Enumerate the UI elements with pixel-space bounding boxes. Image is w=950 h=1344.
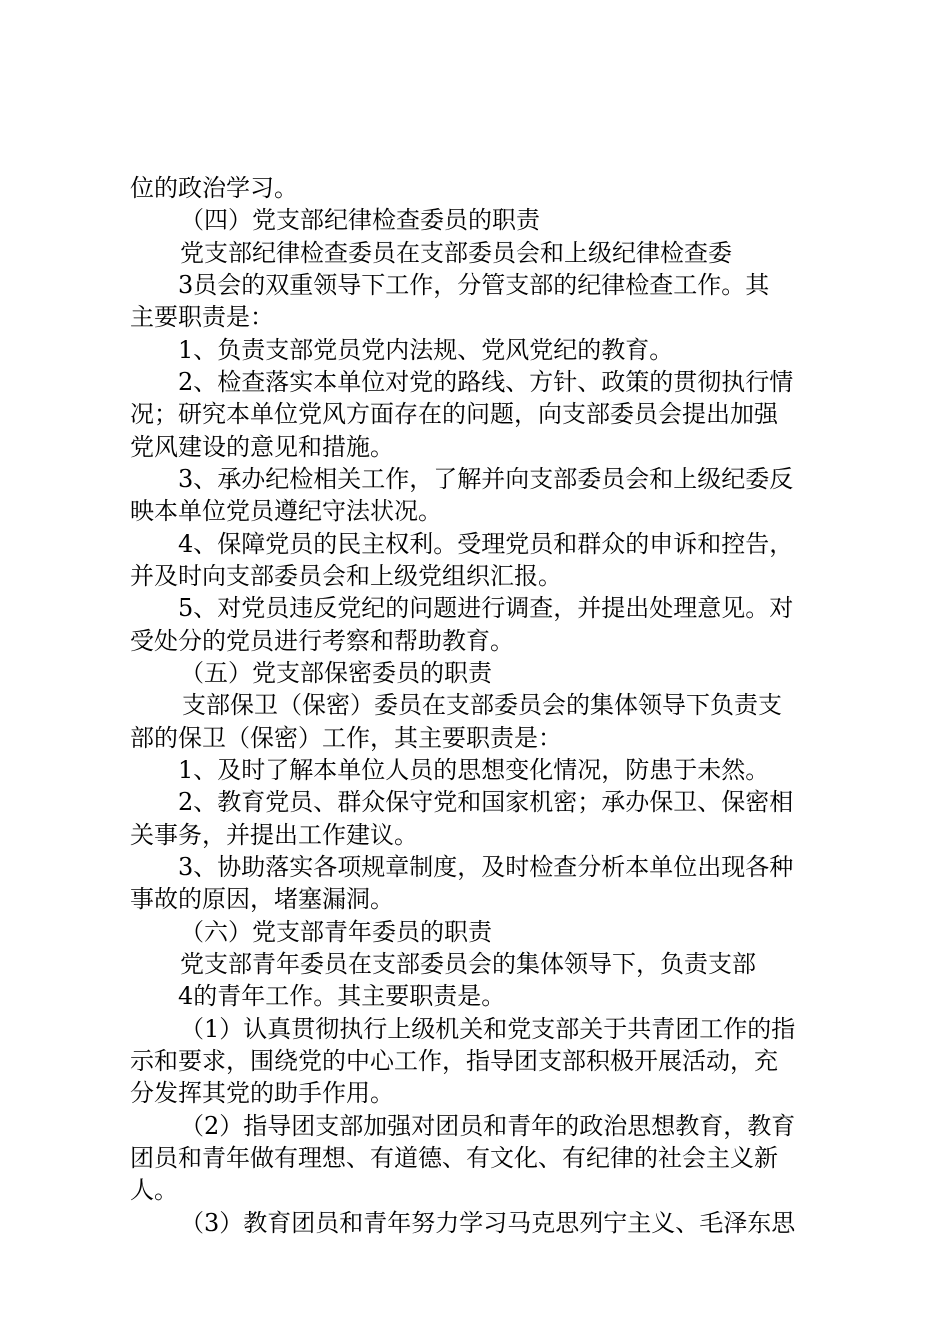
text-line: （2）指导团支部加强对团员和青年的政治思想教育，教育 <box>180 1112 796 1140</box>
text-line: 位的政治学习。 <box>130 174 298 202</box>
text-line: 部的保卫（保密）工作，其主要职责是： <box>130 724 562 752</box>
text-line: 团员和青年做有理想、有道德、有文化、有纪律的社会主义新 <box>130 1144 778 1172</box>
text-line: 3、承办纪检相关工作，了解并向支部委员会和上级纪委反 <box>178 465 794 493</box>
text-line: 4、保障党员的民主权利。受理党员和群众的申诉和控告， <box>178 530 794 558</box>
text-line: 党支部纪律检查委员在支部委员会和上级纪律检查委 <box>180 239 732 267</box>
text-line: （1）认真贯彻执行上级机关和党支部关于共青团工作的指 <box>180 1015 796 1043</box>
text-line: 人。 <box>130 1176 178 1204</box>
section-heading: （四）党支部纪律检查委员的职责 <box>180 206 540 234</box>
text-line: 2、检查落实本单位对党的路线、方针、政策的贯彻执行情 <box>178 368 794 396</box>
text-line: 2、教育党员、群众保守党和国家机密；承办保卫、保密相 <box>178 788 794 816</box>
text-line: 分发挥其党的助手作用。 <box>130 1079 394 1107</box>
text-line: 1、负责支部党员党内法规、党风党纪的教育。 <box>178 336 674 364</box>
text-line: 受处分的党员进行考察和帮助教育。 <box>130 627 514 655</box>
text-line: 主要职责是： <box>130 303 274 331</box>
section-heading: （五）党支部保密委员的职责 <box>180 659 492 687</box>
text-line: 事故的原因，堵塞漏洞。 <box>130 885 394 913</box>
text-line: 4的青年工作。其主要职责是。 <box>178 982 506 1010</box>
text-line: 3、协助落实各项规章制度，及时检查分析本单位出现各种 <box>178 853 794 881</box>
text-line: 党支部青年委员在支部委员会的集体领导下，负责支部 <box>180 950 756 978</box>
text-line: 关事务，并提出工作建议。 <box>130 821 418 849</box>
text-line: 支部保卫（保密）委员在支部委员会的集体领导下负责支 <box>182 691 782 719</box>
text-line: 3员会的双重领导下工作，分管支部的纪律检查工作。其 <box>178 271 770 299</box>
section-heading: （六）党支部青年委员的职责 <box>180 918 492 946</box>
text-line: 1、及时了解本单位人员的思想变化情况，防患于未然。 <box>178 756 770 784</box>
text-line: 况；研究本单位党风方面存在的问题，向支部委员会提出加强 <box>130 400 778 428</box>
text-line: 映本单位党员遵纪守法状况。 <box>130 497 442 525</box>
text-line: （3）教育团员和青年努力学习马克思列宁主义、毛泽东思 <box>180 1209 796 1237</box>
text-line: 示和要求，围绕党的中心工作，指导团支部积极开展活动，充 <box>130 1047 778 1075</box>
text-line: 党风建设的意见和措施。 <box>130 433 394 461</box>
text-line: 5、对党员违反党纪的问题进行调查，并提出处理意见。对 <box>178 594 794 622</box>
text-line: 并及时向支部委员会和上级党组织汇报。 <box>130 562 562 590</box>
